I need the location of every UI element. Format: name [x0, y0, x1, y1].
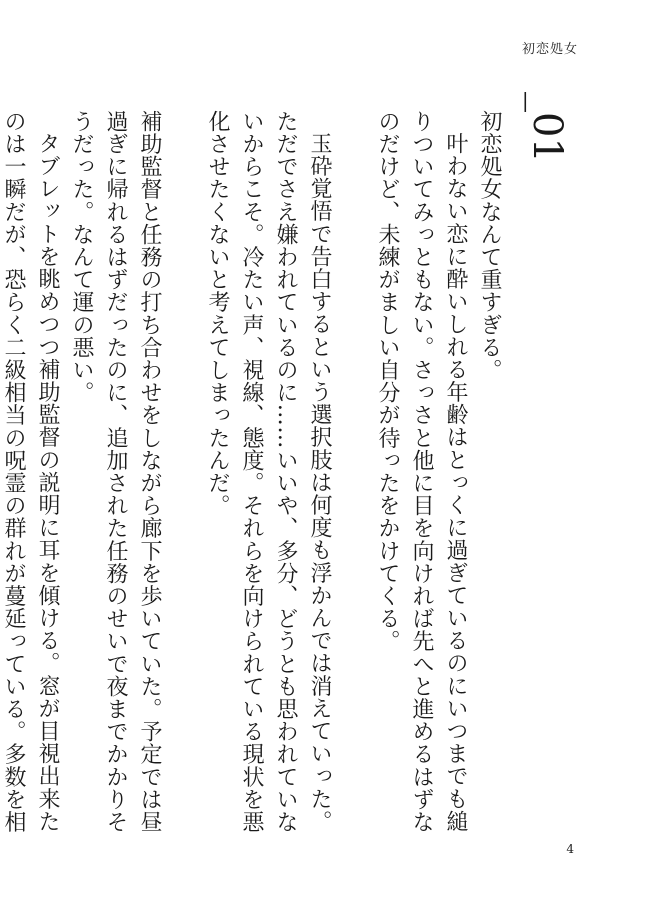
running-title: 初恋処女 — [521, 42, 578, 57]
paragraph-spacer — [166, 110, 200, 845]
paragraph-spacer — [336, 110, 370, 845]
paragraph-3: 玉砕覚悟で告白するという選択肢は何度も浮かんでは消えていった。ただでさえ嫌われているのに……いいや、多分、どうとも思われていないからこそ。冷たい声、視線、態度。それらを向けられている現状を悪化させたくないと考えてしまったんだ。 — [205, 110, 332, 834]
body-text — [1, 110, 506, 845]
paragraph-4: 補助監督と任務の打ち合わせをしながら廊下を歩いていた。予定では昼過ぎに帰れるはずだったのに、追加された任務のせいで夜までかかりそうだった。なんて運の悪い。 — [69, 110, 162, 834]
paragraph-1: 初恋処女なんて重すぎる。 — [477, 110, 502, 382]
paragraph-2: 叶わない恋に酔いしれる年齢はとっくに過ぎているのにいつまでも縋りついてみっともない。さっさと他に目を向ければ先へと進めるはずなのだけど、未練がましい自分が待ったをかけてくる。 — [375, 110, 468, 834]
page-number: 4 — [566, 842, 574, 856]
paragraph-5: タブレットを眺めつつ補助監督の説明に耳を傾ける。窓が目視出来たのは一瞬だが、恐らく二級相当の呪霊の群れが蔓延っている。多数を相 — [1, 110, 60, 834]
chapter-number: _01 — [524, 92, 570, 163]
